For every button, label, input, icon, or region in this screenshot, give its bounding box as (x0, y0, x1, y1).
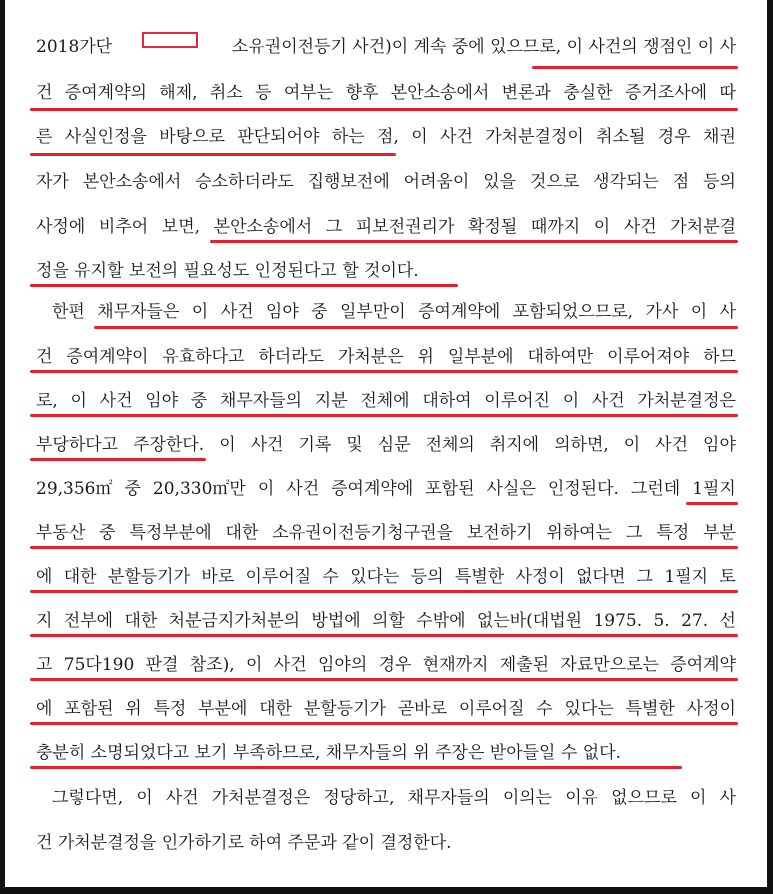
word: 증거조사에 (624, 83, 708, 103)
word: 지분 (314, 391, 348, 411)
text-line-1 (36, 32, 736, 62)
word: 대한 (225, 523, 259, 543)
word: 점 (672, 172, 690, 192)
highlight-underline (532, 66, 738, 69)
word: 소유권이전등기청구권을 (272, 523, 453, 543)
word: 그 (325, 217, 343, 237)
word: 5. (653, 611, 670, 631)
word: 증여계약 (670, 655, 736, 675)
word: 위 (417, 347, 434, 367)
word: 29,356㎡ (36, 479, 113, 499)
word: 특별한 (625, 699, 675, 719)
highlight-underline (30, 546, 738, 549)
word: 있다는 (564, 699, 614, 719)
word: 대한 (124, 611, 158, 631)
word: 전체에 (360, 391, 410, 411)
word: 이루어질 (245, 567, 312, 587)
word: 임야 (265, 302, 299, 322)
word: 부분에 (198, 699, 248, 719)
word: 이 (562, 391, 580, 411)
text-line-2 (36, 78, 736, 108)
text-line-14 (36, 606, 736, 636)
word: 사건 (165, 788, 199, 808)
word: 확정될 (468, 217, 518, 237)
word: 임야 (145, 391, 179, 411)
word: 수 (322, 567, 339, 587)
word: 부동산 (36, 523, 86, 543)
word: 이 (593, 217, 611, 237)
word: 현재까지 (422, 655, 489, 675)
word: 유효하다고 (162, 347, 245, 367)
line-text: 충분히 소명되었다고 보기 부족하므로, 채무자들의 위 주장은 받아들일 수 없다. (36, 743, 621, 763)
word: 점, (377, 127, 399, 147)
word: 취소될 (596, 127, 646, 147)
word: 생각되는 (593, 172, 659, 192)
word: 피보전권리가 (355, 217, 455, 237)
word: 곧바로 (397, 699, 448, 719)
word: 사건 (273, 655, 307, 675)
word: 분할등기가 (107, 567, 191, 587)
word: 사건 (655, 435, 689, 455)
word: 여부는 (283, 83, 334, 103)
word: 심문 (377, 435, 411, 455)
word: 정당하고, (323, 788, 395, 808)
word: 등의 (410, 567, 444, 587)
text-line-10 (36, 430, 736, 460)
word: 증여계약에 (418, 302, 501, 322)
word: 1필지 (692, 479, 736, 499)
word: 임야 (703, 435, 736, 455)
word: 중 (190, 391, 208, 411)
text-line-4 (36, 167, 736, 197)
text-line-18 (52, 783, 736, 813)
word: 경우 (657, 127, 691, 147)
highlight-underline (30, 722, 738, 725)
word: 하는 (331, 127, 365, 147)
line-1-prefix: 2018가단 (36, 37, 113, 57)
highlight-underline (30, 678, 738, 681)
word: 이 (70, 391, 87, 411)
word: 해제, (159, 83, 198, 103)
word: 사실은 (486, 479, 536, 499)
word: 취지에 (489, 435, 540, 455)
word: 사건 (623, 217, 657, 237)
word: 에 (36, 699, 53, 719)
highlight-underline (30, 153, 396, 156)
text-line-15 (36, 650, 736, 680)
word: 건 (36, 83, 53, 103)
word: 향후 (345, 83, 379, 103)
word: 본안소송에서 (213, 217, 313, 237)
word: 전부에 (63, 611, 114, 631)
word: 등 (255, 83, 272, 103)
word: 사건 (440, 127, 473, 147)
text-line-19 (36, 828, 736, 858)
word: 집행보전에 (307, 172, 390, 192)
word: 일부만이 (340, 302, 406, 322)
word: 이 (411, 127, 428, 147)
highlight-underline (30, 590, 738, 593)
word: 사건 (220, 302, 254, 322)
text-line-7 (52, 297, 736, 327)
word: 증여계약에 (331, 479, 414, 499)
word: 수 (536, 699, 553, 719)
word: 때까지 (530, 217, 581, 237)
highlight-underline (30, 766, 682, 769)
word: 의할 (372, 611, 405, 631)
word: 75다190 (63, 655, 135, 675)
highlight-underline (210, 240, 738, 243)
redaction-box (142, 32, 198, 48)
word: 중 (311, 302, 328, 322)
highlight-underline (30, 634, 738, 637)
word: 가처분결정은 (637, 391, 736, 411)
word: 특정부분에 (129, 523, 212, 543)
word: 자가 (36, 172, 69, 192)
word: 대하여 (422, 391, 472, 411)
word: 사실인정을 (64, 127, 147, 147)
word: 그런데 (630, 479, 681, 499)
word: 그 (626, 523, 643, 543)
highlight-underline (30, 108, 738, 111)
word: 방법에 (311, 611, 361, 631)
word: 등의 (703, 172, 736, 192)
word: 바로 (201, 567, 235, 587)
highlight-underline (30, 370, 738, 373)
word: 특정 (153, 699, 187, 719)
word: 사 (719, 788, 736, 808)
word: 비추어 (98, 217, 149, 237)
word: 경우 (378, 655, 412, 675)
word: 바탕으로 (159, 127, 225, 147)
word: 따 (719, 83, 736, 103)
word: 부당하다고 (36, 435, 119, 455)
text-line-11 (36, 474, 736, 504)
word: 부분 (703, 523, 736, 543)
word: 건 (36, 347, 53, 367)
word: 이 (689, 788, 707, 808)
word: 가사 (645, 302, 679, 322)
word: 그 (636, 567, 654, 587)
word: 증여계약의 (64, 83, 147, 103)
word: 주장한다. (133, 435, 205, 455)
line-1-rest: 소유권이전등기 사건)이 계속 중에 있으므로, 이 사건의 쟁점인 이 사 (231, 37, 736, 57)
word: 이유 (565, 788, 599, 808)
word: 사건 (286, 479, 320, 499)
word: 한편 (52, 302, 85, 322)
word: 이루어질 (458, 699, 525, 719)
text-line-13 (36, 562, 736, 592)
word: 수밖에 (416, 611, 466, 631)
word: 처분금지가처분의 (168, 611, 301, 631)
word: 의하면, (554, 435, 609, 455)
word: 인정된다. (547, 479, 619, 499)
line-text: 건 가처분결정을 인가하기로 하여 주문과 같이 결정한다. (36, 833, 452, 853)
word: 있을 (483, 172, 517, 192)
word: 승소하더라도 (195, 172, 294, 192)
text-line-8 (36, 342, 736, 372)
word: 일부분에 (447, 347, 514, 367)
word: 임야의 (317, 655, 368, 675)
word: 대하여만 (527, 347, 594, 367)
word: 취소 (209, 83, 243, 103)
word: 사정이 (515, 567, 565, 587)
word: 본안소송에서 (82, 172, 182, 192)
word: 른 (36, 127, 53, 147)
word: 분할등기가 (303, 699, 386, 719)
word: 고 (36, 655, 53, 675)
word: 이루어진 (484, 391, 550, 411)
word: 지 (36, 611, 53, 631)
word: 가처분은 (337, 347, 404, 367)
word: 없는바(대법원 (476, 611, 583, 631)
word: 채권 (703, 127, 736, 147)
text-line-12 (36, 518, 736, 548)
word: 채무자들은 (97, 302, 180, 322)
highlight-underline (30, 414, 738, 417)
highlight-underline (30, 458, 206, 461)
word: 포함되었으므로, (512, 302, 634, 322)
word: 사 (719, 302, 736, 322)
word: 이 (136, 788, 153, 808)
word: 보전하기 (466, 523, 533, 543)
text-line-3 (36, 122, 736, 152)
text-line-17 (36, 738, 736, 768)
word: 및 (346, 435, 363, 455)
word: 하더라도 (258, 347, 325, 367)
word: 20,330㎡만 (152, 479, 246, 499)
text-line-6 (36, 256, 736, 286)
word: 판결 (145, 655, 179, 675)
highlight-underline (94, 326, 738, 329)
word: 이의는 (502, 788, 553, 808)
text-line-9 (36, 386, 736, 416)
word: 가처분결정이 (485, 127, 584, 147)
word: 그렇다면, (52, 788, 124, 808)
word: 위 (125, 699, 142, 719)
word: 제출된 (499, 655, 550, 675)
text-line-16 (36, 694, 736, 724)
word: 특별한 (454, 567, 505, 587)
word: 어려움이 (403, 172, 470, 192)
word: 에 (36, 567, 53, 587)
word: 보면, (161, 217, 201, 237)
highlight-underline (686, 502, 738, 505)
word: 포함된 (64, 699, 114, 719)
word: 전체의 (425, 435, 475, 455)
word: 사건 (99, 391, 133, 411)
word: 가처분결 (670, 217, 736, 237)
word: 사정이 (686, 699, 736, 719)
highlight-underline (30, 284, 458, 287)
word: 토 (719, 567, 736, 587)
word: 27. (681, 611, 709, 631)
word: 하므 (703, 347, 736, 367)
word: 이 (690, 302, 708, 322)
word: 이루어져야 (607, 347, 690, 367)
word: 증여계약이 (66, 347, 149, 367)
word: 포함된 (425, 479, 475, 499)
word: 대한 (259, 699, 293, 719)
text-line-5 (36, 212, 736, 242)
word: 중 (124, 479, 141, 499)
word: 없다면 (576, 567, 626, 587)
word: 사건 (250, 435, 284, 455)
word: 충실한 (563, 83, 613, 103)
word: 1975. (593, 611, 643, 631)
word: 1필지 (664, 567, 709, 587)
word: 이 (257, 479, 275, 499)
word: 사정에 (36, 217, 86, 237)
word: 없으므로 (611, 788, 677, 808)
word: 이 (623, 435, 641, 455)
word: 기록 (298, 435, 332, 455)
word: 참조), (189, 655, 235, 675)
word: 채무자들의 (219, 391, 303, 411)
word: 본안소송에서 (390, 83, 490, 103)
word: 로, (36, 391, 58, 411)
word: 특정 (656, 523, 690, 543)
word: 선 (719, 611, 736, 631)
word: 위하여는 (546, 523, 613, 543)
word: 중 (99, 523, 116, 543)
word: 판단되어야 (237, 127, 320, 147)
word: 가처분결정은 (211, 788, 311, 808)
word: 것으로 (529, 172, 580, 192)
word: 대한 (63, 567, 97, 587)
line-text: 정을 유지할 보전의 필요성도 인정된다고 할 것이다. (36, 261, 419, 281)
word: 이 (219, 435, 236, 455)
word: 이 (246, 655, 263, 675)
word: 자료만으로는 (560, 655, 659, 675)
word: 변론과 (501, 83, 551, 103)
word: 이 (191, 302, 209, 322)
word: 있다는 (350, 567, 400, 587)
word: 사건 (591, 391, 625, 411)
word: 채무자들의 (407, 788, 490, 808)
